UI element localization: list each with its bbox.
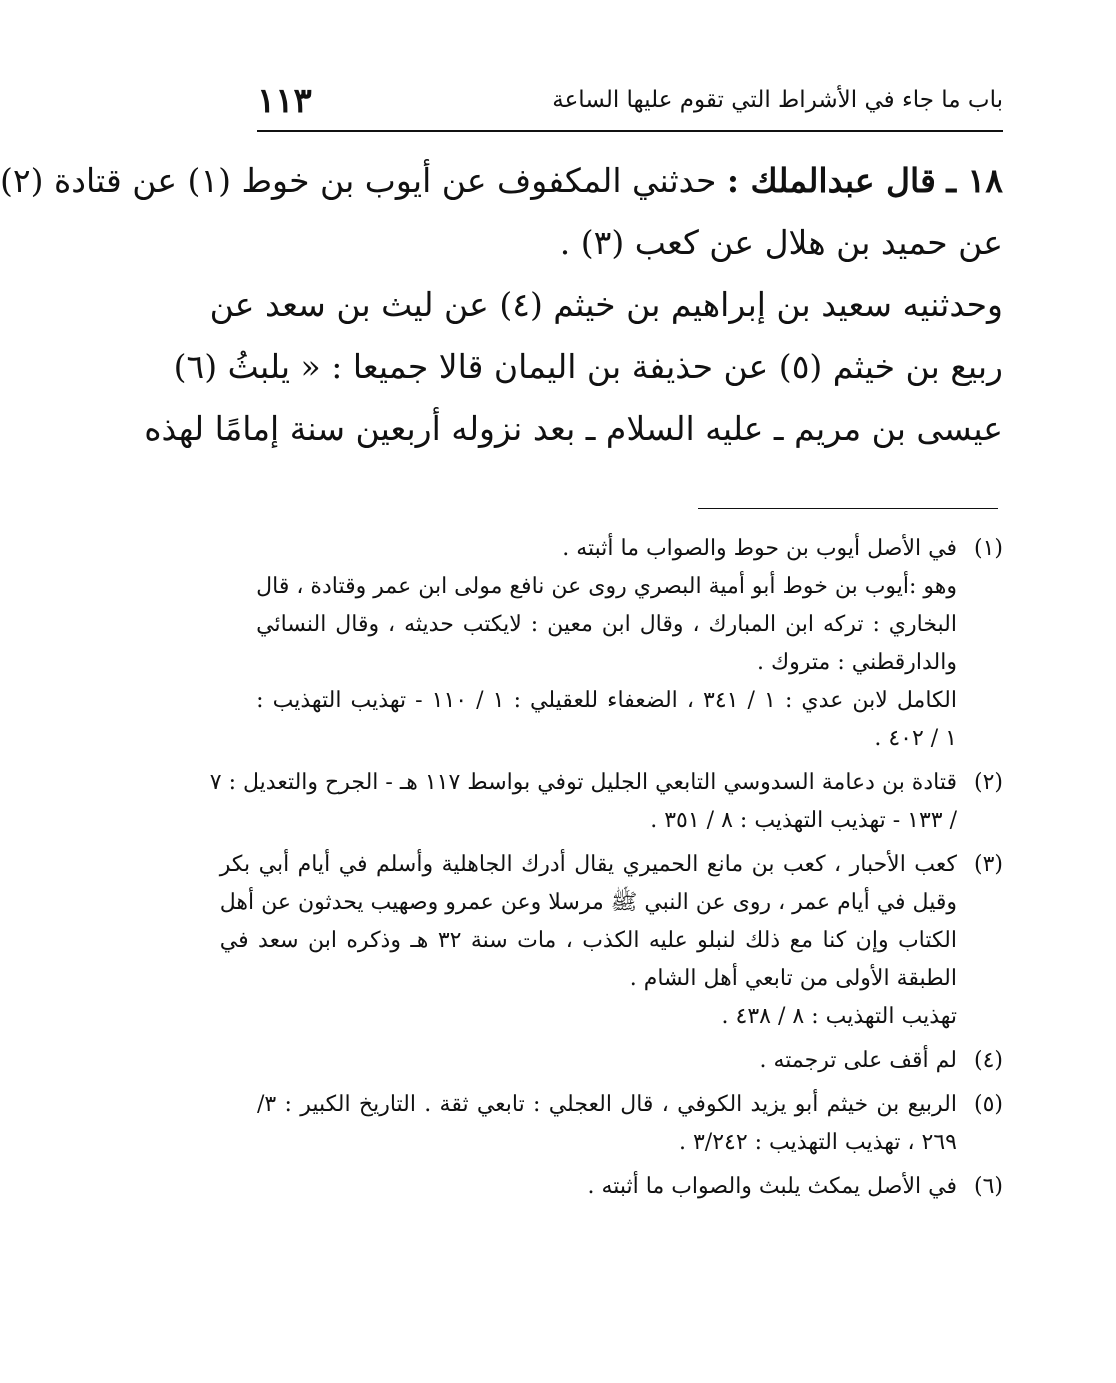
footnote-line: قتادة بن دعامة السدوسي التابعي الجليل توفي بواسط ١١٧ هـ - الجرح والتعديل : ٧	[209, 770, 957, 795]
footnote-number: (٥)	[973, 1092, 1003, 1117]
footnote-body	[257, 1168, 957, 1206]
hadith-line-4: ربيع بن خيثم (٥) عن حذيفة بن اليمان قالا جميعا : « يلبثُ (٦)	[173, 347, 1003, 386]
footnote-divider	[698, 508, 998, 509]
hadith-text	[0, 150, 1003, 460]
footnote-3	[219, 846, 1003, 1036]
footnote-line: / ١٣٣ - تهذيب التهذيب : ٨ / ٣٥١ .	[650, 808, 957, 833]
footnote-line: الربيع بن خيثم أبو يزيد الكوفي ، قال العجلي : تابعي ثقة . التاريخ الكبير : ٣/	[257, 1092, 957, 1117]
footnote-number: (٣)	[973, 852, 1003, 877]
footnote-line: والدارقطني : متروك .	[757, 650, 957, 675]
page-number: ١١٣	[257, 81, 312, 121]
hadith-line-2: عن حميد بن هلال عن كعب (٣) .	[559, 223, 1003, 262]
footnote-4	[257, 1042, 1003, 1080]
footnote-line: الكتاب وإن كنا مع ذلك لنبلو عليه الكذب ، مات سنة ٣٢ هـ وذكره ابن سعد في	[219, 928, 957, 953]
footnote-line: وقيل في أيام عمر ، روى عن النبي ﷺ مرسلا وعن عمرو وصهيب يحدثون عن أهل	[219, 890, 957, 915]
footnotes	[209, 530, 1003, 1212]
footnote-number: (٦)	[973, 1174, 1003, 1199]
hadith-line-1	[0, 150, 1003, 212]
footnote-body	[256, 530, 957, 758]
footnote-line: الطبقة الأولى من تابعي أهل الشام .	[629, 966, 957, 991]
footnote-body	[257, 1042, 957, 1080]
footnote-number: (١)	[973, 536, 1003, 561]
footnote-line: في الأصل يمكث يلبث والصواب ما أثبته .	[587, 1174, 957, 1199]
footnote-2	[209, 764, 1003, 840]
footnote-6	[257, 1168, 1003, 1206]
footnote-line: في الأصل أيوب بن حوط والصواب ما أثبته .	[562, 536, 957, 561]
footnote-line: ١ / ٤٠٢ .	[874, 726, 957, 751]
hadith-speaker: قال عبدالملك :	[726, 161, 936, 200]
running-title: باب ما جاء في الأشراط التي تقوم عليها الساعة	[552, 87, 1003, 113]
footnote-5	[257, 1086, 1003, 1162]
footnote-body	[220, 846, 957, 1036]
hadith-number: ١٨ ـ	[946, 161, 1003, 200]
footnote-body	[257, 1086, 957, 1162]
footnote-line: ٢٦٩ ، تهذيب التهذيب : ٣/٢٤٢ .	[678, 1130, 957, 1155]
footnote-line: البخاري : تركه ابن المبارك ، وقال ابن معين : لايكتب حديثه ، وقال النسائي	[256, 612, 957, 637]
footnote-body	[210, 764, 957, 840]
hadith-line-text: حدثني المكفوف عن أيوب بن خوط (١) عن قتادة (٢)	[0, 161, 717, 200]
footnote-line: وهو :أيوب بن خوط أبو أمية البصري روى عن نافع مولى ابن عمر وقتادة ، قال	[256, 574, 957, 599]
footnote-number: (٢)	[973, 770, 1003, 795]
footnote-1	[257, 530, 1003, 758]
footnote-line: كعب الأحبار ، كعب بن مانع الحميري يقال أدرك الجاهلية وأسلم في أيام أبي بكر	[219, 852, 957, 877]
footnote-line: الكامل لابن عدي : ١ / ٣٤١ ، الضعفاء للعقيلي : ١ / ١١٠ - تهذيب التهذيب :	[256, 688, 957, 713]
hadith-line-5: عيسى بن مريم ـ عليه السلام ـ بعد نزوله أربعين سنة إمامًا لهذه	[144, 409, 1003, 448]
footnote-number: (٤)	[973, 1048, 1003, 1073]
hadith-line-3: وحدثنيه سعيد بن إبراهيم بن خيثم (٤) عن ليث بن سعد عن	[209, 285, 1003, 324]
footnote-line: تهذيب التهذيب : ٨ / ٤٣٨ .	[721, 1004, 957, 1029]
footnote-line: لم أقف على ترجمته .	[759, 1048, 957, 1073]
page-header	[257, 78, 1003, 132]
